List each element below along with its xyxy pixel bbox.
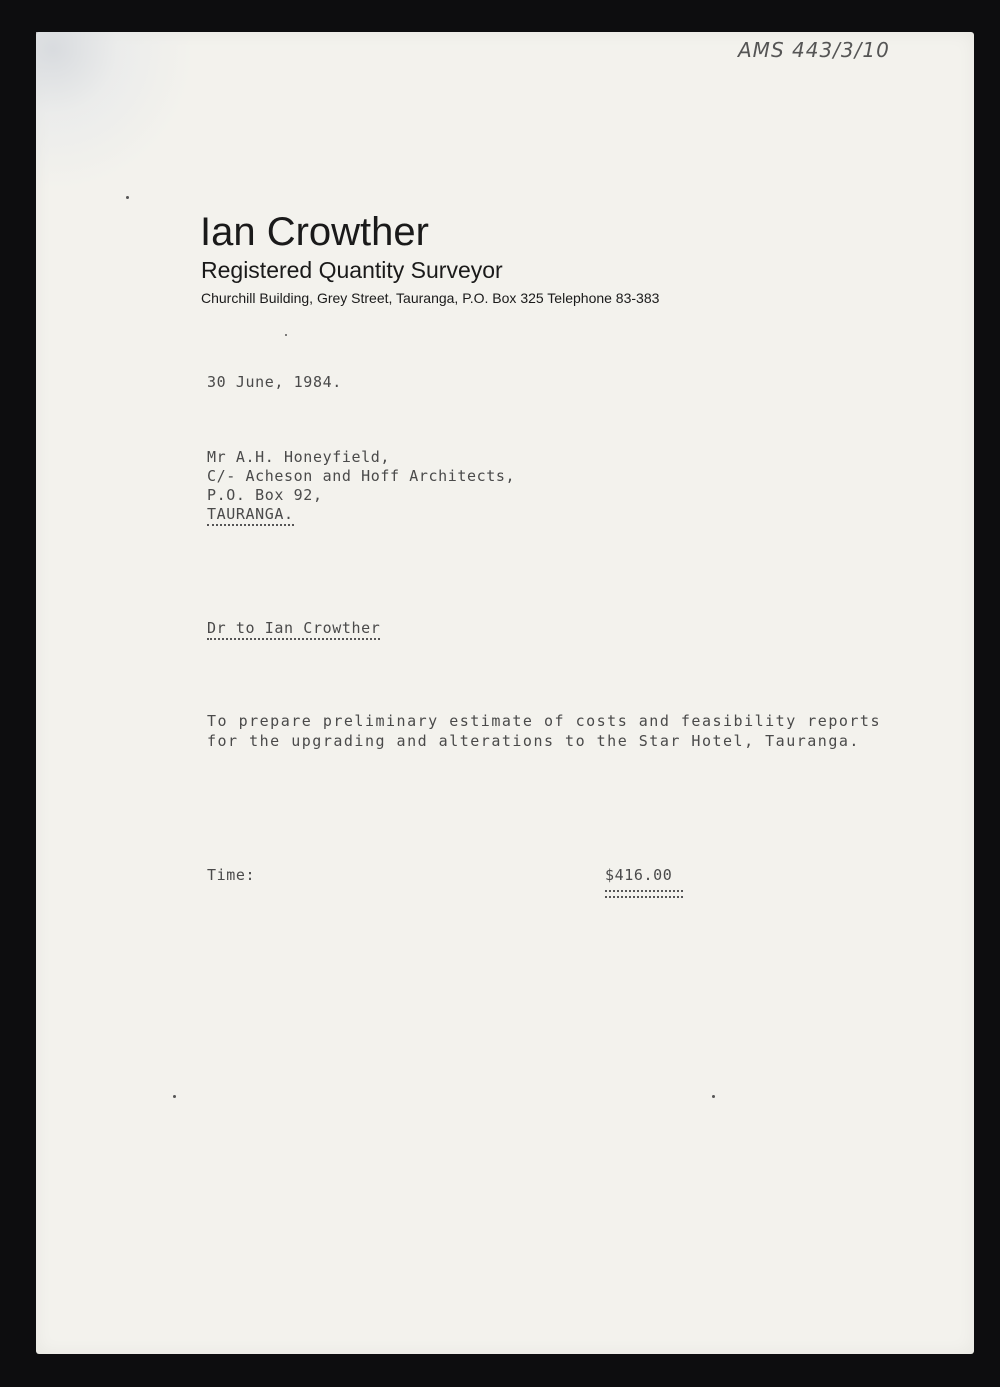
debtor-line [207, 619, 380, 637]
archive-reference: AMS 443/3/10 [738, 38, 890, 62]
description-line-1: To prepare preliminary estimate of costs and feasibility reports [207, 712, 881, 730]
paper-speck [712, 1095, 715, 1098]
recipient-city: TAURANGA. [207, 505, 294, 526]
recipient-line-3: P.O. Box 92, [207, 486, 323, 504]
invoice-date: 30 June, 1984. [207, 373, 342, 391]
recipient-line-2: C/- Acheson and Hoff Architects, [207, 467, 516, 485]
charge-amount: $416.00 [605, 866, 673, 884]
letterhead-address: Churchill Building, Grey Street, Tauranga, P.O. Box 325 Telephone 83-383 [201, 290, 660, 306]
charge-label: Time: [207, 866, 256, 884]
paper-speck [173, 1095, 176, 1098]
paper-wear-mark [36, 32, 206, 202]
amount-double-underline [605, 890, 683, 898]
debtor-text: Dr to Ian Crowther [207, 619, 380, 640]
recipient-line-4 [207, 505, 294, 523]
letterhead-name: Ian Crowther [200, 210, 429, 254]
recipient-line-1: Mr A.H. Honeyfield, [207, 448, 390, 466]
description-line-2: for the upgrading and alterations to the Star Hotel, Tauranga. [207, 732, 860, 750]
paper-speck [126, 196, 129, 199]
document-page [36, 32, 974, 1354]
letterhead-title: Registered Quantity Surveyor [201, 257, 503, 283]
paper-speck [285, 334, 287, 336]
